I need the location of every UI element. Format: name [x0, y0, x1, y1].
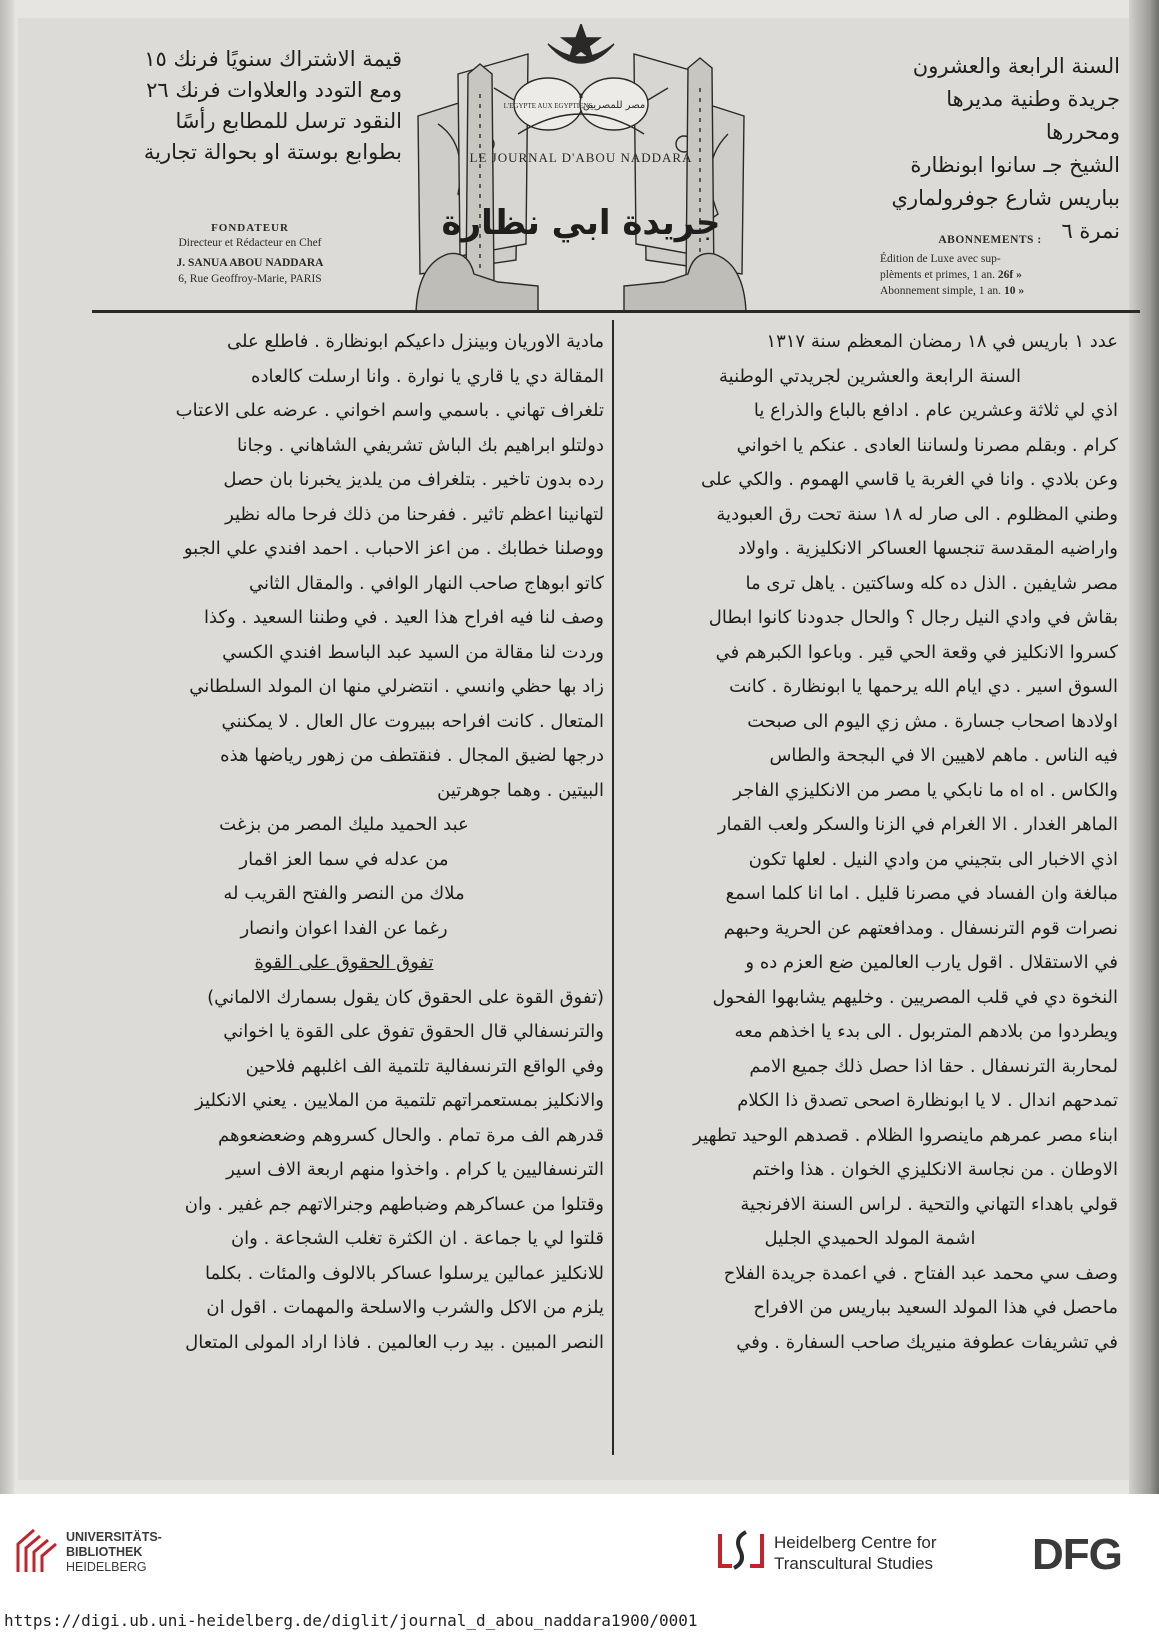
right-line: الاوطان . من نجاسة الانكليزي الخوان . هذا واختم — [752, 1159, 1118, 1180]
left-line: قلتوا لي يا جماعة . ان الكثرة تغلب الشجاعة . وان — [230, 1228, 604, 1249]
right-line: النخوة دي في قلب المصريين . وخليهم يشابهوا الفحول — [712, 986, 1118, 1008]
right-line: فيه الناس . ماهم لاهيين الا في البجحة والطاس — [769, 745, 1118, 766]
journal-title-latin: LE JOURNAL D'ABOU NADDARA — [469, 150, 693, 165]
dfg-logo[interactable]: DFG — [1032, 1530, 1122, 1579]
right-line: اذي الاخبار الى بتجيني من وادي النيل . لعلها تكون — [748, 848, 1118, 870]
left-line: تفوق الحقوق على القوة — [254, 952, 434, 973]
founder-name: J. SANUA ABOU NADDARA — [176, 257, 324, 269]
masthead-left-line: بطوابع بوستة او بحوالة تجارية — [143, 140, 402, 164]
right-line: مصر شايفين . الذل ده كله وساكتين . ياهل ترى ما — [745, 572, 1118, 594]
page-left-shadow — [0, 0, 14, 1494]
left-line: من عدله في سما العز اقمار — [239, 848, 449, 870]
masthead-right-line: جريدة وطنية مديرها ومحررها — [946, 87, 1120, 144]
right-line: والكاس . اه اه ما نابكي يا مصر من الانكليزي الفاجر — [733, 779, 1118, 801]
left-line: قدرهم الف مرة تمام . والحال كسروهم وضعضعوهم — [218, 1124, 604, 1146]
left-column-text — [84, 325, 604, 1360]
masthead-left-line: النقود ترسل للمطابع رأسًا — [175, 109, 402, 133]
left-line: وقتلوا من عساكرهم وضباطهم وجنرالاتهم جم غفير . وان — [184, 1193, 604, 1215]
subscriptions-line-text: plèments et primes, 1 an. — [880, 269, 995, 281]
founder-label: FONDATEUR — [211, 222, 289, 234]
masthead-subscription-arabic — [82, 44, 402, 168]
right-column-text — [622, 325, 1118, 1360]
masthead-info-arabic — [880, 50, 1120, 248]
subscriptions-block — [880, 232, 1100, 299]
lens-left-text: L'EGYPTE AUX EGYPTIENS — [503, 102, 593, 110]
right-line: الماهر الغدار . الا الغرام في الزنا والسكر ولعب القمار — [717, 814, 1118, 835]
right-line: اشمة المولد الحميدي الجليل — [764, 1228, 976, 1249]
right-line: وعن بلادي . وانا في الغربة يا قاسي الهموم . والكي على — [700, 469, 1118, 490]
journal-title-arabic: جريدة ابي نظارة — [441, 203, 721, 243]
column-divider — [612, 320, 614, 1455]
masthead-rule — [92, 310, 1140, 313]
left-line: البيتين . وهما جوهرتين — [437, 779, 604, 801]
right-line: السنة الرابعة والعشرين لجريدتي الوطنية — [719, 365, 1021, 387]
founder-role: Directeur et Rédacteur en Chef — [178, 237, 322, 249]
left-line: يلزم من الاكل والشرب والاسلحة والمهمات . اقول ان — [206, 1297, 604, 1318]
right-line: اولادها اصحاب جسارة . مش زي اليوم الى صبحت — [747, 710, 1118, 732]
right-line: كسروا الانكليز في وقعة الحي قير . وباعوا الكبرهم في — [715, 641, 1118, 663]
heidelberg-centre-name — [774, 1532, 937, 1574]
founder-address: 6, Rue Geoffroy-Marie, PARIS — [178, 273, 322, 285]
subscriptions-line: Édition de Luxe avec sup- — [880, 253, 1001, 265]
subscriptions-heading: ABONNEMENTS : — [938, 234, 1042, 246]
left-line: للانكليز عمالين يرسلوا عساكر بالالوف والمئات . بكلما — [204, 1262, 604, 1284]
founder-block — [130, 222, 370, 285]
masthead-right-line: بباريس شارع جوفرولماري نمرة ٦ — [891, 186, 1120, 243]
subscriptions-line-text: Abonnement simple, 1 an. — [880, 285, 1002, 297]
masthead-left-line: ومع التودد والعلاوات فرنك ٢٦ — [146, 78, 402, 102]
left-line: ملاك من النصر والفتح القريب له — [223, 883, 465, 904]
right-line: تمدحهم اندال . لا يا ابونظارة اصحى تصدق ذا الكلام — [737, 1090, 1118, 1111]
subscriptions-line — [880, 283, 1100, 299]
right-line: اذي لي ثلاثة وعشرين عام . ادافع بالباع والذراع يا — [753, 400, 1118, 421]
left-line: وصف لنا فيه افراح هذا العيد . في وطننا السعيد . وكذا — [203, 607, 604, 628]
left-line: وفي الواقع الترنسفالية تلتمية الف اغلبهم فلاحين — [245, 1055, 604, 1077]
left-line: رده بدون تاخير . بتلغراف من يلديز يخبرنا بان حصل — [223, 469, 604, 490]
masthead-left-line: قيمة الاشتراك سنويًا فرنك ١٥ — [144, 47, 402, 71]
right-line: ويطردوا من بلادهم المتربول . الى بدء يا اخذهم معه — [734, 1021, 1118, 1042]
masthead-right-line: الشيخ جـ سانوا ابونظارة — [910, 153, 1120, 177]
left-line: والترنسفالي قال الحقوق تفوق على القوة يا اخواني — [223, 1021, 604, 1042]
university-library-name — [66, 1530, 162, 1575]
right-line: قولي باهداء التهاني والتحية . لراس السنة الافرنجية — [740, 1193, 1118, 1215]
left-line: درجها لضيق المجال . فنقتطف من زهور رياضها هذه — [220, 745, 604, 766]
right-line: كرام . وبقلم مصرنا ولساننا العادى . عنكم يا اخواني — [736, 434, 1118, 456]
left-line: مادية الاوريان وبينزل داعيكم ابونظارة . فاطلع على — [227, 331, 604, 352]
left-line: لتهانينا اعظم تاثير . ففرحنا من ذلك فرحا ماله نظير — [225, 503, 604, 525]
right-line: نصرات قوم الترنسفال . ومدافعتهم عن الحرية وحبهم — [723, 917, 1118, 939]
left-line: والانكليز بمستعمراتهم تلتمية من الملايين . يعني الانكليز — [195, 1090, 604, 1111]
left-line: المقالة دي يا قاري يا نوارة . وانا ارسلت كالعاده — [251, 365, 604, 387]
left-line: تلغراف تهاني . باسمي واسم اخواني . عرضه على الاعتاب — [175, 400, 604, 421]
left-line: المتعال . كانت افراحه ببيروت عال العال . لا يمكنني — [221, 710, 604, 732]
heidelberg-centre-logo-icon[interactable] — [716, 1528, 766, 1572]
right-line: بقاش في وادي النيل رجال ؟ والحال جدودنا كانوا ابطال — [708, 607, 1118, 628]
left-line: عبد الحميد مليك المصر من بزغت — [219, 814, 469, 835]
right-line: في تشريفات عطوفة منيريك صاحب السفارة . وفي — [736, 1331, 1118, 1353]
right-line: عدد ١ باريس في ١٨ رمضان المعظم سنة ١٣١٧ — [766, 331, 1118, 352]
right-line: واراضيه المقدسة تنجسها العساكر الانكليزية . واولاد — [738, 538, 1118, 559]
hc-name-line: Transcultural Studies — [774, 1554, 934, 1573]
left-line: دولتلو ابراهيم بك الباش تشريفي الشاهاني . وجانا — [237, 434, 604, 456]
subscriptions-line — [880, 267, 1100, 283]
ub-name-line: HEIDELBERG — [66, 1560, 147, 1574]
lens-right-text: مصر للمصريين — [582, 100, 646, 111]
url-bar — [0, 1604, 1159, 1636]
right-line: وطني المظلوم . الى صار له ١٨ سنة تحت رق العبودية — [716, 503, 1118, 525]
left-line: رغما عن الفدا اعوان وانصار — [240, 917, 448, 939]
page-url[interactable]: https://digi.ub.uni-heidelberg.de/diglit/journal_d_abou_naddara1900/0001 — [4, 1611, 698, 1630]
left-line: كاتو ابوهاج صاحب النهار الوافي . والمقال الثاني — [248, 572, 604, 594]
right-line: ماحصل في هذا المولد السعيد بباريس من الافراح — [753, 1297, 1118, 1318]
left-line: (تفوق القوة على الحقوق كان يقول بسمارك الالماني) — [207, 986, 604, 1008]
right-line: في الاستقلال . اقول يارب العالمين ضع العزم ده و — [745, 952, 1118, 973]
ub-name-line: UNIVERSITÄTS- — [66, 1530, 162, 1544]
page-edge-shadow — [1129, 0, 1159, 1494]
left-line: النصر المبين . بيد رب العالمين . فاذا اراد المولى المتعال — [185, 1331, 604, 1353]
left-line: ووصلنا خطابك . من اعز الاحباب . احمد افندي علي الجبو — [183, 538, 604, 559]
left-line: الترنسفاليين يا كرام . واخذوا منهم اربعة الاف اسير — [226, 1159, 604, 1180]
right-line: ابناء مصر عمرهم ماينصروا الظلام . قصدهم الوحيد تطهير — [693, 1124, 1118, 1146]
right-line: لمحاربة الترنسفال . حقا اذا حصل ذلك جميع الامم — [749, 1055, 1118, 1077]
right-line: السوق اسير . دي ايام الله يرحمها يا ابونظارة . كانت — [729, 676, 1118, 697]
right-line: مبالغة وان الفساد في مصرنا قليل . اما انا كلما اسمع — [725, 883, 1118, 904]
masthead-emblem-illustration — [398, 24, 764, 312]
ub-name-line: BIBLIOTHEK — [66, 1545, 143, 1559]
viewer-footer — [0, 1494, 1159, 1604]
subscriptions-line-value: 26f » — [997, 269, 1022, 281]
subscriptions-line-value: 10 » — [1003, 285, 1025, 297]
masthead-right-line: السنة الرابعة والعشرون — [912, 54, 1120, 78]
left-line: وردت لنا مقالة من السيد عبد الباسط افندي الكسي — [222, 641, 604, 663]
left-line: زاد بها حظي وانسي . انتضرلي منها ان المولد السلطاني — [189, 676, 604, 697]
right-line: وصف سي محمد عبد الفتاح . في اعمدة جريدة الفلاح — [723, 1262, 1118, 1284]
hc-name-line: Heidelberg Centre for — [774, 1533, 937, 1552]
university-library-logo-icon[interactable] — [12, 1524, 60, 1576]
